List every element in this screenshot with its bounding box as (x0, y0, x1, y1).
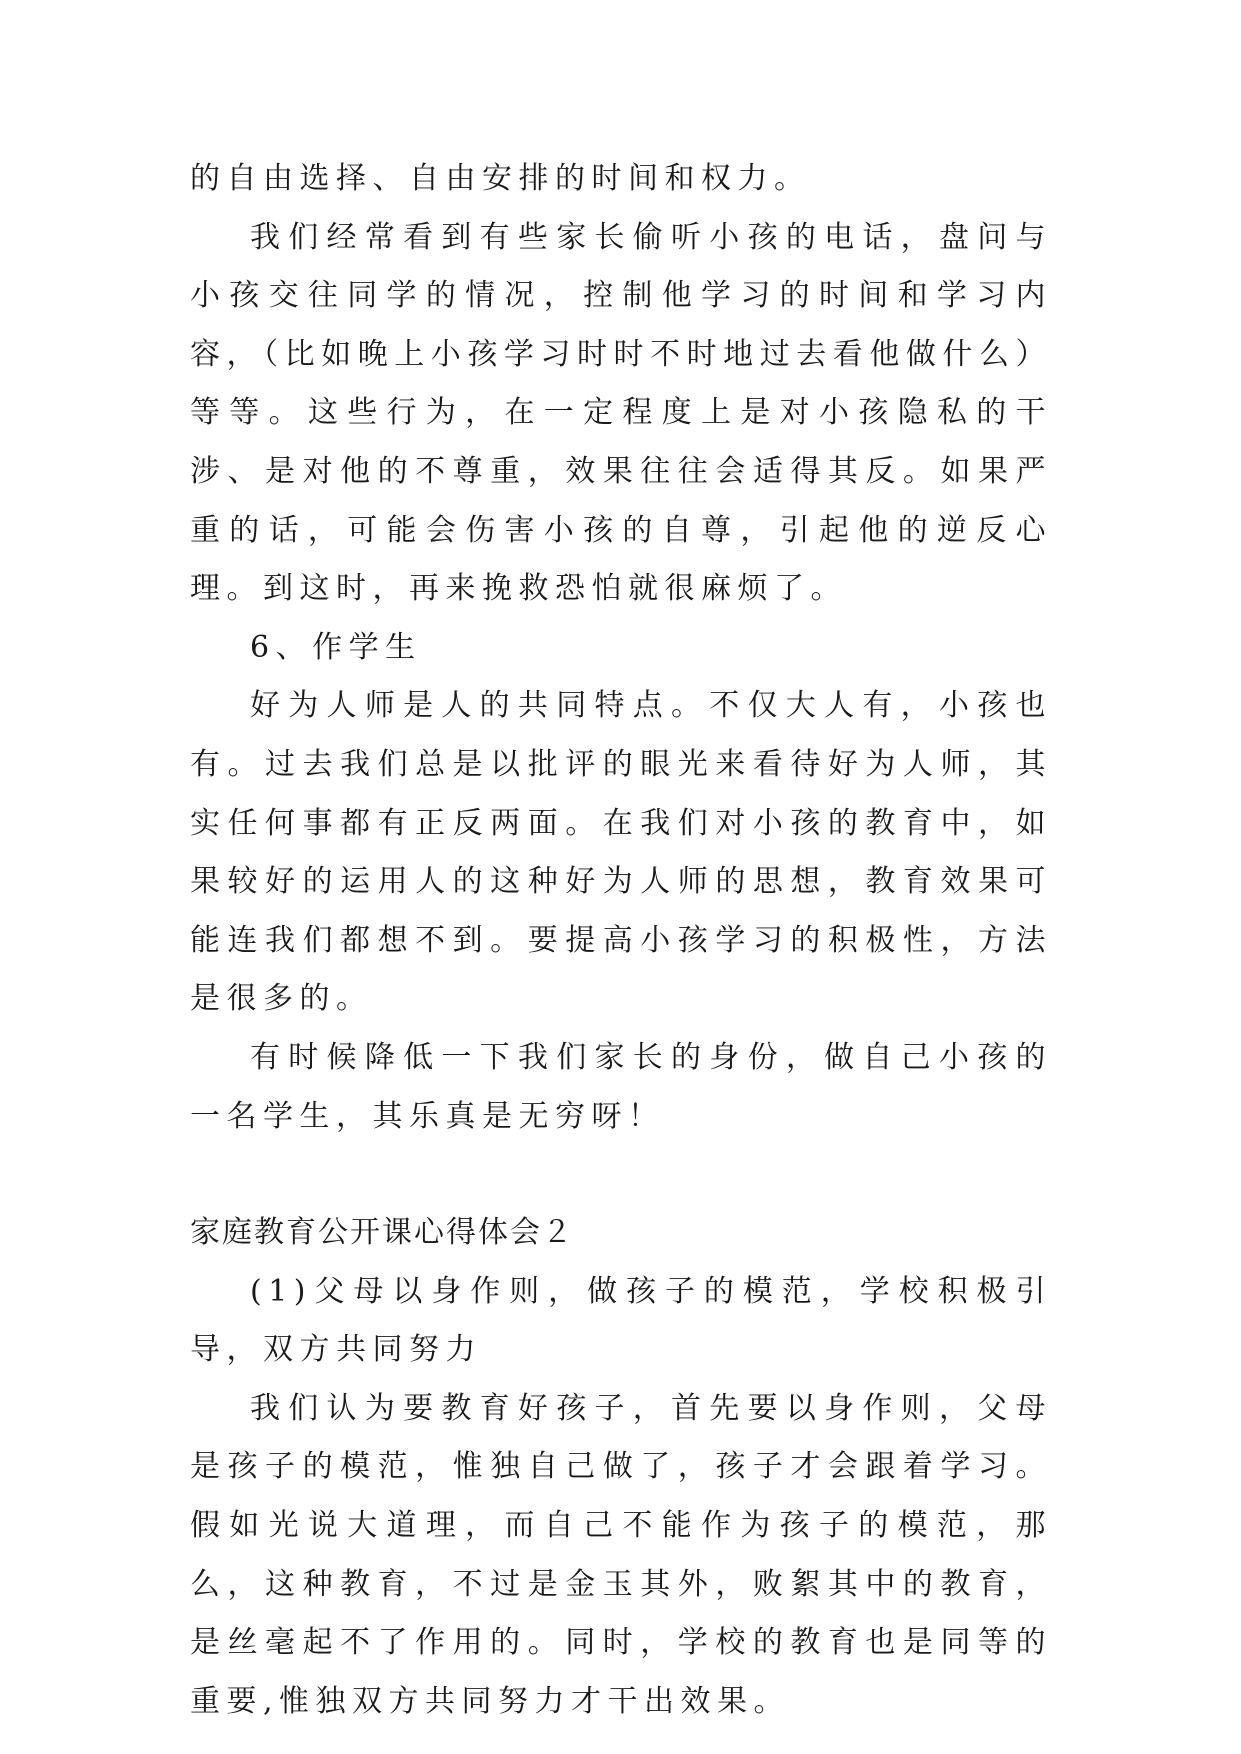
paragraph-continued: 的自由选择、自由安排的时间和权力。 (190, 161, 811, 196)
paragraph-privacy: 我们经常看到有些家长偷听小孩的电话，盘问与小孩交往同学的情况，控制他学习的时间和学习内容，（比如晚上小孩学习时时不时地过去看他做什么）等等。这些行为，在一定程度上是对小孩隐私的干涉、是对他的不尊重，效果往往会适得其反。如果严重的话，可能会伤害小孩的自尊，引起他的逆反心理。到这时，再来挽救恐怕就很麻烦了。 (190, 219, 1052, 607)
paragraph-teacher: 好为人师是人的共同特点。不仅大人有，小孩也有。过去我们总是以批评的眼光来看待好为人师，其实任何事都有正反两面。在我们对小孩的教育中，如果较好的运用人的这种好为人师的思想，教育效果可能连我们都想不到。要提高小孩学习的积极性，方法是很多的。 (190, 688, 1052, 1017)
paragraph-role-model: 我们认为要教育好孩子，首先要以身作则，父母是孩子的模范，惟独自己做了，孩子才会跟着学习。假如光说大道理，而自己不能作为孩子的模范，那么，这种教育，不过是金玉其外，败絮其中的教育，是丝毫起不了作用的。同时，学校的教育也是同等的重要,惟独双方共同努力才干出效果。 (190, 1390, 1052, 1719)
point-title-1: (1)父母以身作则，做孩子的模范，学校积极引导，双方共同努力 (190, 1273, 1052, 1368)
section-title-6: 6、作学生 (250, 629, 422, 665)
article-heading-2: 家庭教育公开课心得体会２ (190, 1215, 574, 1251)
document-page (190, 150, 1052, 1731)
paragraph-student: 有时候降低一下我们家长的身份，做自己小孩的一名学生，其乐真是无穷呀！ (190, 1039, 1052, 1134)
